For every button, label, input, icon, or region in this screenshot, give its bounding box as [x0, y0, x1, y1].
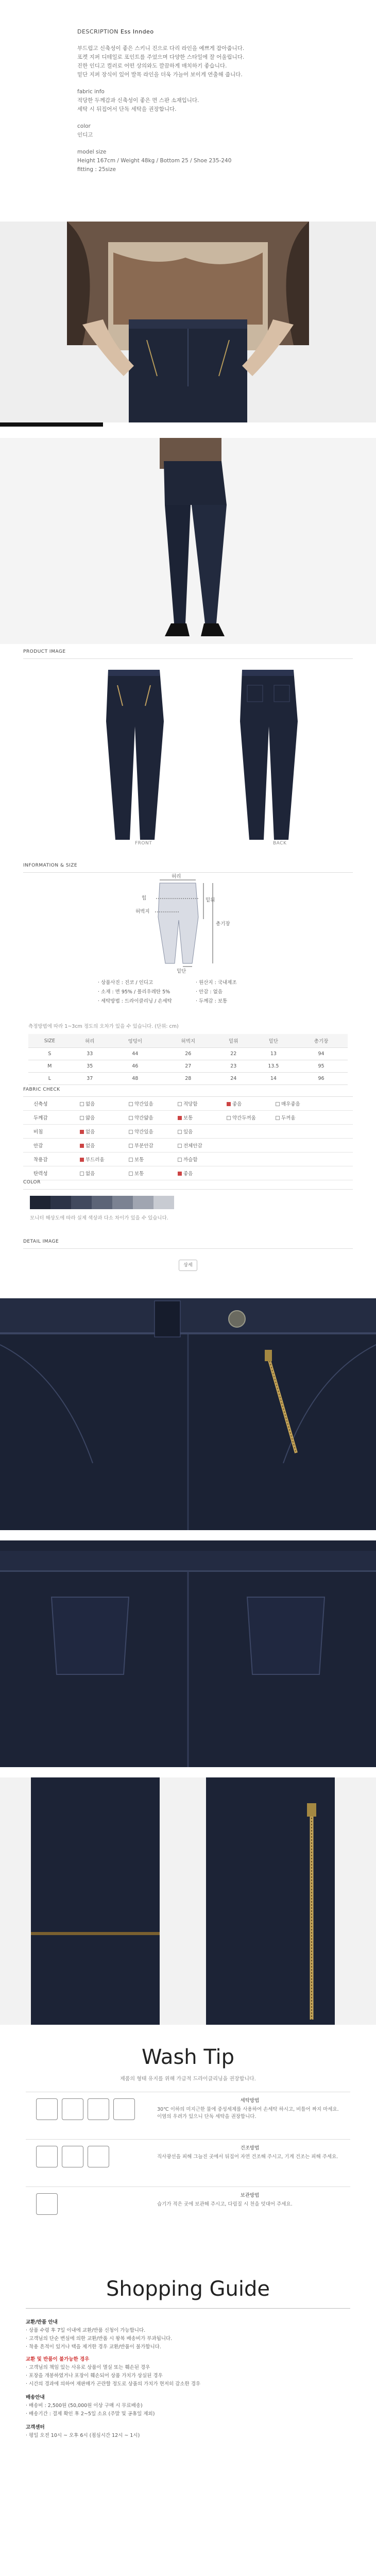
fitting-value: fitting : 25size — [77, 166, 116, 173]
description-paragraph — [77, 44, 376, 79]
fabric-check-option — [129, 1114, 178, 1121]
size-table-row — [28, 1048, 348, 1060]
spec-item — [98, 997, 196, 1006]
spec-value: 면 95% / 폴리우레탄 5% — [115, 989, 170, 995]
fabric-check-option-label: 좋음 — [183, 1171, 193, 1177]
fabric-check-option — [227, 1142, 276, 1149]
fabric-check-option-label: 전체안감 — [183, 1143, 202, 1149]
fabric-check-table — [23, 1097, 353, 1180]
no-machine-dry-icon — [62, 2146, 83, 2167]
color-swatch — [71, 1196, 92, 1209]
size-table-section — [0, 1023, 376, 1079]
size-table-header: 엉덩이 — [109, 1034, 162, 1048]
fabric-check-option — [178, 1114, 227, 1121]
size-table-cell: 28 — [162, 1073, 215, 1085]
size-table-cell: S — [28, 1048, 71, 1060]
fabric-check-row — [23, 1111, 353, 1125]
fabric-check-option — [80, 1114, 129, 1121]
model-photo-full — [0, 438, 376, 644]
fabric-check-key: 두께감 — [33, 1115, 48, 1121]
fabric-check-option — [80, 1170, 129, 1177]
product-image-label: PRODUCT IMAGE — [23, 649, 66, 654]
fabric-check-option-label: 보통 — [134, 1157, 144, 1163]
color-swatches — [30, 1196, 376, 1209]
wash-tip-heading: 보관방법 — [240, 2193, 260, 2198]
fabric-check-option-label: 없음 — [86, 1101, 95, 1107]
fabric-check-section — [0, 1087, 376, 1177]
guide-line: · 배송비 : 2,500원 (50,000원 이상 구매 시 무료배송) — [26, 2403, 143, 2409]
fabric-check-option-label: 얇음 — [86, 1115, 95, 1121]
fabric-check-key: 안감 — [33, 1143, 43, 1149]
fabric-check-option — [178, 1142, 227, 1149]
spec-item — [196, 979, 294, 987]
size-table-cell: 46 — [109, 1060, 162, 1073]
checkbox-icon — [129, 1158, 133, 1162]
guide-line: · 포장을 개봉하였거나 포장이 훼손되어 상품 가치가 상실된 경우 — [26, 2373, 163, 2379]
size-table-header: 총기장 — [295, 1034, 348, 1048]
fabric-check-option — [129, 1100, 178, 1107]
color-swatch — [112, 1196, 133, 1209]
size-table-cell: 13 — [252, 1048, 295, 1060]
no-bleach-icon — [62, 2098, 83, 2120]
checkbox-icon — [80, 1172, 84, 1176]
fabric-check-option — [129, 1170, 178, 1177]
fabric-check-option — [276, 1114, 324, 1121]
fabric-check-key: 신축성 — [33, 1101, 48, 1107]
spec-item — [196, 988, 294, 996]
checkbox-icon — [129, 1102, 133, 1106]
guide-line: · 평일 오전 10시 ~ 오후 6시 (점심시간 12시 ~ 1시) — [26, 2433, 140, 2438]
fabric-check-row — [23, 1153, 353, 1166]
checkbox-icon — [227, 1102, 231, 1106]
product-name: Ess Inndeo — [120, 28, 154, 35]
fabric-check-option-label: 약간있음 — [134, 1101, 153, 1107]
spec-key: · 세탁방법 : — [98, 998, 125, 1004]
checkbox-icon — [80, 1158, 84, 1162]
checkbox-icon — [80, 1144, 84, 1148]
wash-tip-row — [26, 2092, 350, 2132]
fabric-check-option — [80, 1128, 129, 1135]
wash-tip-section — [0, 2045, 376, 2262]
description-line: 진한 인디고 컬러로 어떤 상의와도 깔끔하게 매치하기 좋습니다. — [77, 63, 227, 69]
spec-value: 없음 — [213, 989, 223, 995]
checkbox-icon — [129, 1144, 133, 1148]
spec-key: · 안감 : — [196, 989, 213, 995]
measure-label-hem: 밑단 — [177, 969, 186, 974]
checkbox-icon — [227, 1116, 231, 1120]
wash-tip-title: Wash Tip — [141, 2045, 235, 2069]
color-swatch — [92, 1196, 112, 1209]
description-heading: DESCRIPTION Ess Inndeo — [77, 28, 154, 35]
fabric-check-option — [276, 1100, 324, 1107]
fabric-check-key: 비침 — [33, 1129, 43, 1135]
shopping-guide-section — [0, 2277, 376, 2483]
size-table-header: 밑단 — [252, 1034, 295, 1048]
spec-item — [196, 997, 294, 1006]
size-table-cell: 27 — [162, 1060, 215, 1073]
wash-tip-row — [26, 2187, 350, 2227]
size-table-cell: 33 — [71, 1048, 109, 1060]
fabric-check-option — [276, 1170, 324, 1177]
fabric-check-option — [227, 1170, 276, 1177]
size-table-cell: 35 — [71, 1060, 109, 1073]
fabric-check-option-label: 매우좋음 — [281, 1101, 300, 1107]
size-table-cell: 24 — [215, 1073, 252, 1085]
fabric-check-option — [129, 1128, 178, 1135]
checkbox-icon — [178, 1158, 182, 1162]
measure-label-length: 총기장 — [216, 921, 230, 927]
color-label: color — [77, 123, 91, 129]
fabric-check-option — [178, 1156, 227, 1163]
fabric-info-line: 적당한 두께감과 신축성이 좋은 면 스판 소재입니다. — [77, 97, 199, 104]
model-photo-waist — [0, 222, 376, 422]
fabric-check-key: 착용감 — [33, 1157, 48, 1163]
measure-label-rise: 밑위 — [206, 897, 215, 903]
fabric-check-option-label: 없음 — [86, 1171, 95, 1177]
size-table-row — [28, 1060, 348, 1073]
size-table-cell: 22 — [215, 1048, 252, 1060]
shade-dry-icon — [36, 2146, 58, 2167]
iron-cloth-icon — [36, 2193, 58, 2215]
checkbox-icon — [129, 1172, 133, 1176]
size-table-header: 허리 — [71, 1034, 109, 1048]
fabric-check-option — [178, 1100, 227, 1107]
wash-tip-text — [157, 2097, 343, 2121]
detail-photo-back — [0, 1540, 376, 1767]
checkbox-icon — [178, 1130, 182, 1134]
spec-key: · 원산지 : — [196, 980, 218, 986]
fabric-check-row — [23, 1097, 353, 1111]
checkbox-icon — [178, 1144, 182, 1148]
fabric-check-option-label: 좋음 — [232, 1101, 242, 1107]
detail-image-section — [0, 1239, 376, 1285]
checkbox-icon — [178, 1172, 182, 1176]
fabric-check-option — [80, 1100, 129, 1107]
guide-line: · 시간의 경과에 의하여 재판매가 곤란할 정도로 상품의 가치가 현저히 감소한 경우 — [26, 2381, 201, 2387]
fabric-check-label: FABRIC CHECK — [23, 1087, 60, 1092]
guide-line: · 고객님의 책임 있는 사유로 상품이 멸실 또는 훼손된 경우 — [26, 2365, 150, 2370]
fabric-check-option — [129, 1142, 178, 1149]
fabric-check-option — [276, 1142, 324, 1149]
spec-key: · 상품사진 : — [98, 980, 125, 986]
shopping-guide-body — [26, 2313, 350, 2440]
fabric-check-option-label: 적당함 — [183, 1101, 198, 1107]
checkbox-icon — [80, 1116, 84, 1120]
guide-line: · 착용 흔적이 있거나 택을 제거한 경우 교환/반품이 불가합니다. — [26, 2344, 161, 2350]
wash-icons — [36, 2193, 58, 2215]
detail-photo-pocket — [0, 1298, 376, 1530]
size-table-row — [28, 1073, 348, 1085]
size-table-cell: 96 — [295, 1073, 348, 1085]
color-value: 인디고 — [77, 132, 93, 138]
description-section — [0, 0, 376, 216]
hand-wash-icon — [36, 2098, 58, 2120]
spec-value: 진코 / 인디고 — [125, 980, 153, 986]
color-swatch — [50, 1196, 71, 1209]
fabric-check-row — [23, 1166, 353, 1180]
fabric-check-option-label: 없음 — [86, 1143, 95, 1149]
measure-label-waist: 허리 — [172, 874, 181, 879]
product-flat-images — [0, 665, 376, 850]
wash-tip-text — [157, 2192, 343, 2208]
info-size-label: INFORMATION & SIZE — [23, 863, 78, 868]
spec-list — [98, 979, 294, 1006]
detail-photo-hem — [0, 1777, 376, 2025]
fabric-check-option — [129, 1156, 178, 1163]
fabric-check-option-label: 보통 — [183, 1115, 193, 1121]
checkbox-icon — [178, 1102, 182, 1106]
color-swatch — [30, 1196, 50, 1209]
fabric-check-option-label: 약간두꺼움 — [232, 1115, 256, 1121]
checkbox-icon — [178, 1116, 182, 1120]
fabric-check-row — [23, 1139, 353, 1153]
flat-dry-icon — [88, 2146, 109, 2167]
fabric-info-label: fabric info — [77, 89, 105, 95]
fabric-check-option — [80, 1142, 129, 1149]
fabric-check-option-label: 두꺼움 — [281, 1115, 296, 1121]
checkbox-icon — [276, 1102, 280, 1106]
fabric-check-option — [80, 1156, 129, 1163]
fabric-check-option-label: 없음 — [86, 1129, 95, 1135]
fabric-check-option — [276, 1156, 324, 1163]
spec-item — [98, 988, 196, 996]
fabric-check-option-label: 부드러움 — [86, 1157, 105, 1163]
color-swatch — [153, 1196, 174, 1209]
checkbox-icon — [80, 1130, 84, 1134]
fabric-check-option-label: 부분안감 — [134, 1143, 153, 1149]
fabric-info-line: 세탁 시 뒤집어서 단독 세탁을 권장합니다. — [77, 106, 177, 112]
model-value: Height 167cm / Weight 48kg / Bottom 25 / Shoe 235-240 — [77, 158, 232, 164]
no-tumble-dry-icon — [88, 2098, 109, 2120]
size-note: 측정방법에 따라 1~3cm 정도의 오차가 있을 수 있습니다. (단위: cm) — [28, 1024, 179, 1029]
guide-line: · 고객님의 단순 변심에 의한 교환/반품 시 왕복 배송비가 부과됩니다. — [26, 2336, 173, 2342]
guide-heading: 고객센터 — [26, 2425, 45, 2430]
size-table-cell: 95 — [295, 1060, 348, 1073]
information-size-section — [0, 863, 376, 1018]
measure-label-hip: 힙 — [142, 895, 147, 901]
fabric-info-paragraph — [77, 96, 376, 114]
spec-key: · 두께감 : — [196, 998, 218, 1004]
wash-tip-description: 습기가 적은 곳에 보관해 주시고, 다림질 시 천을 덧대어 주세요. — [157, 2201, 293, 2207]
color-section — [0, 1180, 376, 1229]
checkbox-icon — [129, 1116, 133, 1120]
size-table-cell: 37 — [71, 1073, 109, 1085]
fabric-check-key: 탄력성 — [33, 1171, 48, 1177]
spec-key: · 소재 : — [98, 989, 115, 995]
wash-tip-heading: 건조방법 — [240, 2145, 260, 2151]
measure-label-thigh: 허벅지 — [135, 909, 150, 914]
wash-icons — [36, 2146, 109, 2167]
size-table-header: SIZE — [28, 1034, 71, 1048]
size-table-cell: 44 — [109, 1048, 162, 1060]
wash-tip-row — [26, 2139, 350, 2179]
model-label: model size — [77, 149, 107, 155]
fabric-check-option-label: 약간있음 — [134, 1129, 153, 1135]
wash-tip-text — [157, 2145, 343, 2161]
no-wring-icon — [113, 2098, 135, 2120]
fabric-check-option-label: 보통 — [134, 1171, 144, 1177]
guide-heading: 교환 및 반품이 불가능한 경우 — [26, 2357, 90, 2362]
fabric-check-option — [178, 1170, 227, 1177]
fabric-check-option — [227, 1156, 276, 1163]
fabric-check-option — [227, 1114, 276, 1121]
fabric-check-row — [23, 1125, 353, 1139]
size-table-header: 허벅지 — [162, 1034, 215, 1048]
wash-tip-description: 30℃ 이하의 미지근한 물에 중성세제를 사용하여 손세탁 하시고, 비틀어 짜지 마세요. 이염의 우려가 있으니 단독 세탁을 권장합니다. — [157, 2107, 339, 2120]
fabric-check-option-label: 약간얇음 — [134, 1115, 153, 1121]
fabric-check-option-label: 있음 — [183, 1129, 193, 1135]
wash-icons — [36, 2098, 135, 2120]
checkbox-icon — [129, 1130, 133, 1134]
color-note: 모니터 해상도에 따라 실제 색상과 다소 차이가 있을 수 있습니다. — [30, 1215, 168, 1221]
front-caption: FRONT — [135, 841, 152, 846]
spec-item — [98, 979, 196, 987]
shopping-guide-title: Shopping Guide — [106, 2277, 270, 2301]
color-section-label: COLOR — [23, 1180, 41, 1185]
fabric-check-option — [227, 1100, 276, 1107]
product-image-section — [0, 649, 376, 855]
wash-tip-subtitle: 제품의 형태 유지를 위해 가급적 드라이클리닝을 권장합니다. — [120, 2076, 256, 2082]
detail-button[interactable]: 상세 — [179, 1260, 197, 1271]
description-line: 부드럽고 신축성이 좋은 스키니 진으로 다리 라인을 예쁘게 잡아줍니다. — [77, 45, 245, 52]
detail-image-label: DETAIL IMAGE — [23, 1239, 59, 1244]
guide-heading: 배송안내 — [26, 2395, 45, 2400]
fabric-check-option — [227, 1128, 276, 1135]
guide-line: · 배송기간 : 결제 확인 후 2~5일 소요 (주말 및 공휴일 제외) — [26, 2411, 155, 2417]
size-table-cell: 23 — [215, 1060, 252, 1073]
photo-caption-bar — [0, 422, 103, 427]
wash-tip-description: 직사광선을 피해 그늘진 곳에서 뒤집어 자연 건조해 주시고, 기계 건조는 피해 주세요. — [157, 2154, 338, 2160]
color-swatch — [133, 1196, 153, 1209]
back-caption: BACK — [273, 841, 287, 846]
fabric-check-option — [178, 1128, 227, 1135]
description-line: 포켓 지퍼 디테일로 포인트를 주었으며 다양한 스타일에 잘 어울립니다. — [77, 54, 245, 60]
fabric-check-option — [276, 1128, 324, 1135]
size-table-cell: 48 — [109, 1073, 162, 1085]
checkbox-icon — [276, 1116, 280, 1120]
size-table-cell: 26 — [162, 1048, 215, 1060]
checkbox-icon — [80, 1102, 84, 1106]
wash-tip-heading: 세탁방법 — [240, 2098, 260, 2104]
fabric-check-option-label: 까슬함 — [183, 1157, 198, 1163]
guide-heading: 교환/반품 안내 — [26, 2319, 58, 2325]
size-table-cell: 14 — [252, 1073, 295, 1085]
spec-value: 국내제조 — [217, 980, 237, 986]
guide-line: · 상품 수령 후 7일 이내에 교환/반품 신청이 가능합니다. — [26, 2328, 146, 2333]
size-table-cell: M — [28, 1060, 71, 1073]
spec-value: 드라이클리닝 / 손세탁 — [125, 998, 172, 1004]
size-table — [28, 1034, 348, 1085]
description-line: 밑단 지퍼 장식이 있어 발목 라인을 더욱 가늘어 보이게 연출해 줍니다. — [77, 72, 243, 78]
size-table-cell: 94 — [295, 1048, 348, 1060]
size-table-cell: L — [28, 1073, 71, 1085]
spec-value: 보통 — [217, 998, 228, 1004]
size-table-header: 밑위 — [215, 1034, 252, 1048]
size-table-cell: 13.5 — [252, 1060, 295, 1073]
